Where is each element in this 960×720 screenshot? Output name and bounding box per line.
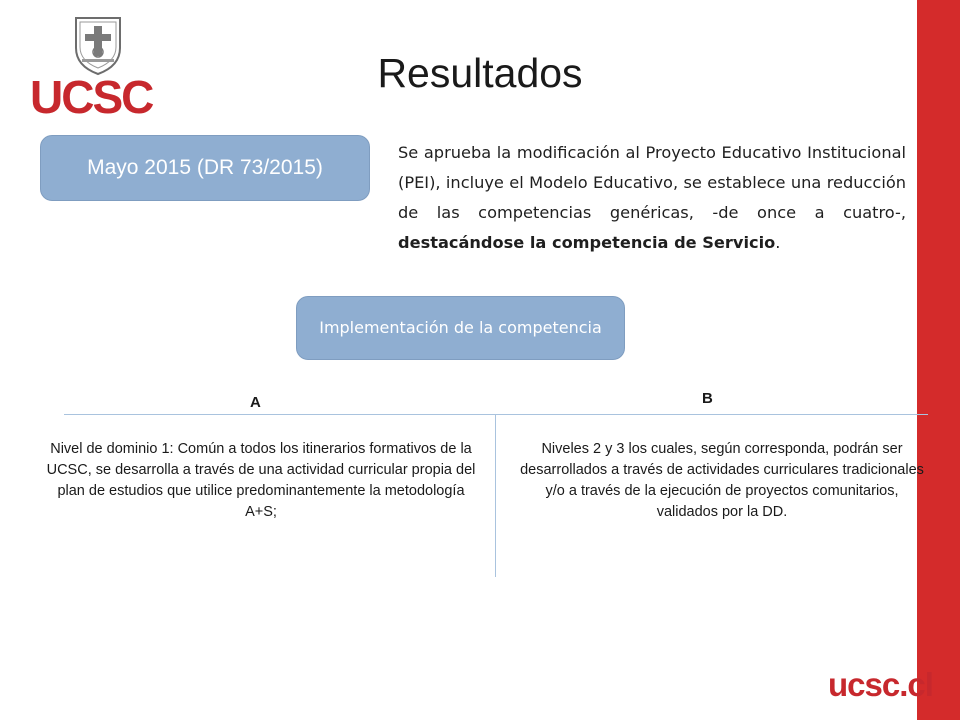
ucsc-logo bbox=[30, 14, 154, 124]
red-side-bar bbox=[917, 0, 960, 720]
ucsc-logo-text: UCSC bbox=[30, 71, 153, 123]
description-emphasis: destacándose la competencia de Servicio bbox=[398, 233, 776, 252]
column-a-label: A bbox=[250, 394, 261, 411]
implementation-label: Implementación de la competencia bbox=[296, 296, 625, 360]
vertical-divider bbox=[495, 415, 496, 577]
column-b-text: Niveles 2 y 3 los cuales, según corresponda, podrán ser desarrollados a través de actividades curriculares tradicionales y/o a través de la ejecución de proyectos comunitarios, validados por la DD. bbox=[520, 441, 924, 520]
description-paragraph bbox=[398, 138, 906, 258]
date-label: Mayo 2015 (DR 73/2015) bbox=[40, 135, 370, 201]
description-text: Se aprueba la modificación al Proyecto Educativo Institucional (PEI), incluye el Modelo Educativo, se establece una reducción de las competencias genéricas, -de once a cuatro-, bbox=[398, 143, 906, 222]
footer-brand: ucsc.cl bbox=[828, 666, 933, 703]
column-a-text: Nivel de dominio 1: Común a todos los itinerarios formativos de la UCSC, se desarrolla a través de una actividad curricular propia del plan de estudios que utilice predominantemente la metodología A+S; bbox=[46, 441, 476, 520]
column-b-label: B bbox=[702, 390, 713, 407]
description-end: . bbox=[775, 233, 781, 252]
slide-title: Resultados bbox=[377, 50, 583, 96]
horizontal-divider bbox=[64, 414, 928, 415]
university-seal-icon bbox=[70, 14, 126, 76]
